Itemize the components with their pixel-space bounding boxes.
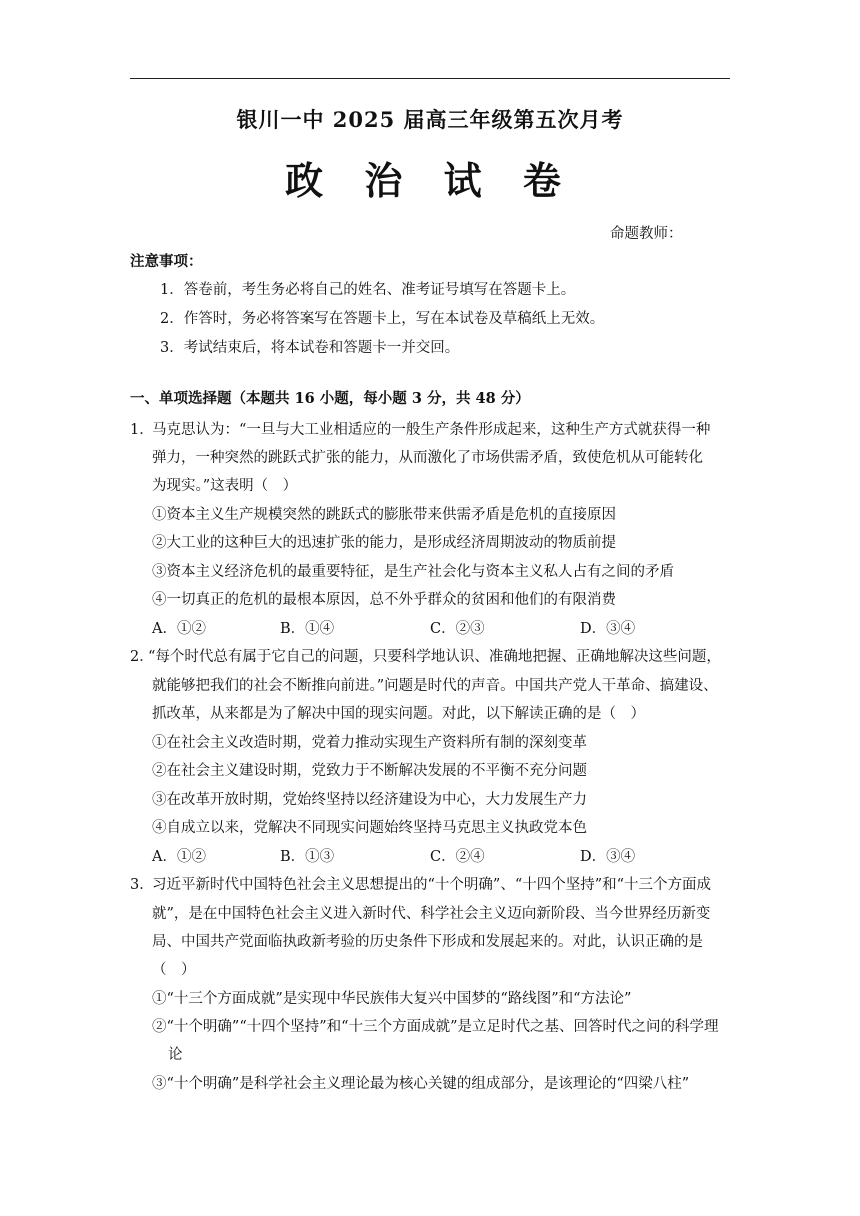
statement: ①在社会主义改造时期，党着力推动实现生产资料所有制的深刻变革 xyxy=(152,735,587,751)
question-text-line: 为现实。”这表明（ ） xyxy=(152,478,298,494)
header-rule xyxy=(130,78,730,79)
notice-item: 1．答卷前，考生务必将自己的姓名、准考证号填写在答题卡上。 xyxy=(160,282,576,298)
notice-item: 3．考试结束后，将本试卷和答题卡一并交回。 xyxy=(160,340,460,356)
notice-item: 2．作答时，务必将答案写在答题卡上，写在本试卷及草稿纸上无效。 xyxy=(160,311,605,327)
school-line: 银川一中 2025 届高三年级第五次月考 xyxy=(236,107,624,132)
statement: ①资本主义生产规模突然的跳跃式的膨胀带来供需矛盾是危机的直接原因 xyxy=(152,507,616,523)
option-c[interactable]: C．②④ xyxy=(430,849,485,865)
option-b[interactable]: B．①④ xyxy=(280,621,335,637)
option-d[interactable]: D．③④ xyxy=(580,621,636,637)
question-number: 3． xyxy=(130,877,154,893)
question-text-line: 马克思认为：“一旦与大工业相适应的一般生产条件形成起来，这种生产方式就获得一种 xyxy=(152,422,711,438)
option-a[interactable]: A．①② xyxy=(152,849,206,865)
statement: 论 xyxy=(168,1047,183,1063)
question-text-line: 习近平新时代中国特色社会主义思想提出的“十个明确”、“十四个坚持”和“十三个方面成 xyxy=(152,877,712,893)
statement: ④一切真正的危机的最根本原因，总不外乎群众的贫困和他们的有限消费 xyxy=(152,592,616,608)
question-text-line: “每个时代总有属于它自己的问题，只要科学地认识、准确地把握、正确地解决这些问题， xyxy=(148,649,721,665)
option-b[interactable]: B．①③ xyxy=(280,849,335,865)
statement: ③资本主义经济危机的最重要特征，是生产社会化与资本主义私人占有之间的矛盾 xyxy=(152,564,674,580)
question-text-line: 弹力，一种突然的跳跃式扩张的能力，从而激化了市场供需矛盾，致使危机从可能转化 xyxy=(152,450,703,466)
question-number: 1． xyxy=(130,422,154,438)
statement: ②大工业的这种巨大的迅速扩张的能力，是形成经济周期波动的物质前提 xyxy=(152,535,616,551)
exam-title: 政 治 试 卷 xyxy=(285,158,575,203)
option-d[interactable]: D．③④ xyxy=(580,849,636,865)
option-a[interactable]: A．①② xyxy=(152,621,206,637)
question-number: 2． xyxy=(130,649,154,665)
notice-heading: 注意事项： xyxy=(130,253,203,270)
question-text-line: （ ） xyxy=(152,962,196,978)
statement: ②“十个明确”“十四个坚持”和“十三个方面成就”是立足时代之基、回答时代之问的科学理 xyxy=(152,1019,719,1035)
statement: ④自成立以来，党解决不同现实问题始终坚持马克思主义执政党本色 xyxy=(152,820,587,836)
option-c[interactable]: C．②③ xyxy=(430,621,485,637)
question-text-line: 就”，是在中国特色社会主义进入新时代、科学社会主义迈向新阶段、当今世界经历新变 xyxy=(152,906,711,922)
author-label: 命题教师： xyxy=(610,226,683,242)
statement: ③在改革开放时期，党始终坚持以经济建设为中心，大力发展生产力 xyxy=(152,792,587,808)
statement: ③“十个明确”是科学社会主义理论最为核心关键的组成部分，是该理论的“四梁八柱” xyxy=(152,1076,690,1092)
statement: ①“十三个方面成就”是实现中华民族伟大复兴中国梦的“路线图”和“方法论” xyxy=(152,991,632,1007)
section-heading: 一、单项选择题（本题共 16 小题，每小题 3 分，共 48 分） xyxy=(130,390,530,407)
question-text-line: 局、中国共产党面临执政新考验的历史条件下形成和发展起来的。对此，认识正确的是 xyxy=(152,934,703,950)
question-text-line: 就能够把我们的社会不断推向前进。”问题是时代的声音。中国共产党人干革命、搞建设、 xyxy=(152,678,718,694)
question-text-line: 抓改革，从来都是为了解决中国的现实问题。对此，以下解读正确的是（ ） xyxy=(152,706,645,722)
statement: ②在社会主义建设时期，党致力于不断解决发展的不平衡不充分问题 xyxy=(152,763,587,779)
